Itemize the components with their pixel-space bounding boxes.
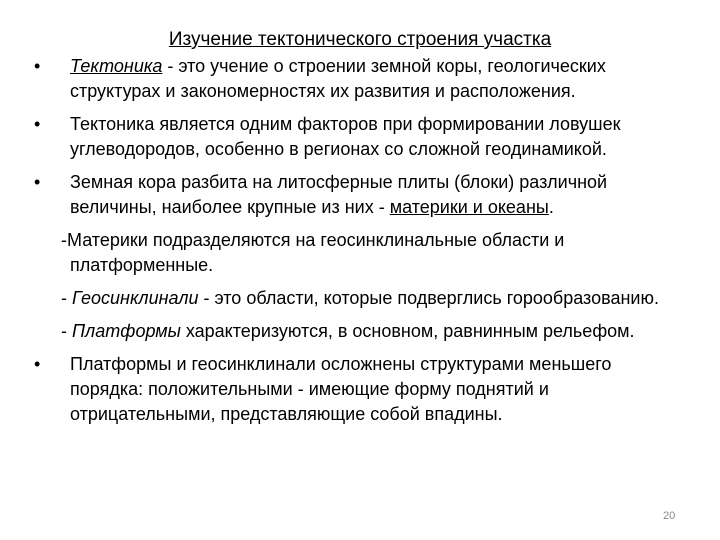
- bullet-item: [34, 112, 684, 162]
- term-platforms: Платформы: [72, 321, 181, 341]
- bullet-text: Земная кора разбита на литосферные плиты (блоки) различной величины, наиболее крупные из них -: [70, 172, 608, 217]
- bullet-item: [34, 170, 684, 220]
- slide-content: [34, 54, 684, 435]
- bullet-item: [34, 352, 684, 427]
- link-continents-oceans[interactable]: материки и океаны: [389, 197, 549, 217]
- bullet-text: Платформы и геосинклинали осложнены структурами меньшего порядка: положительными - имеющие форму поднятий и отрицательными, представляющие собой впадины.: [70, 354, 612, 424]
- bullet-item: [34, 54, 684, 104]
- dash-text: -Материки подразделяются на геосинклинальные области и платформенные.: [61, 230, 565, 275]
- dash-prefix: -: [61, 288, 72, 308]
- dash-item: [34, 319, 684, 344]
- bullet-icon: •: [34, 354, 41, 374]
- bullet-icon: •: [34, 114, 41, 134]
- bullet-icon: •: [34, 56, 41, 76]
- bullet-icon: •: [34, 172, 41, 192]
- dash-item: [34, 228, 684, 278]
- slide-title: Изучение тектонического строения участка: [168, 29, 552, 50]
- bullet-text: Тектоника является одним факторов при формировании ловушек углеводородов, особенно в регионах со сложной геодинамикой.: [70, 114, 621, 159]
- page-number: 20: [663, 510, 676, 522]
- dash-prefix: -: [61, 321, 72, 341]
- term-geosynclines: Геосинклинали: [72, 288, 199, 308]
- term-tectonics: Тектоника: [70, 56, 163, 76]
- bullet-text: - это учение о строении земной коры, геологических структурах и закономерностях их развития и расположения.: [70, 56, 606, 101]
- dash-text: - это области, которые подверглись горообразованию.: [198, 288, 659, 308]
- bullet-text-end: .: [548, 197, 554, 217]
- dash-text: характеризуются, в основном, равнинным рельефом.: [180, 321, 635, 341]
- dash-item: [34, 286, 684, 311]
